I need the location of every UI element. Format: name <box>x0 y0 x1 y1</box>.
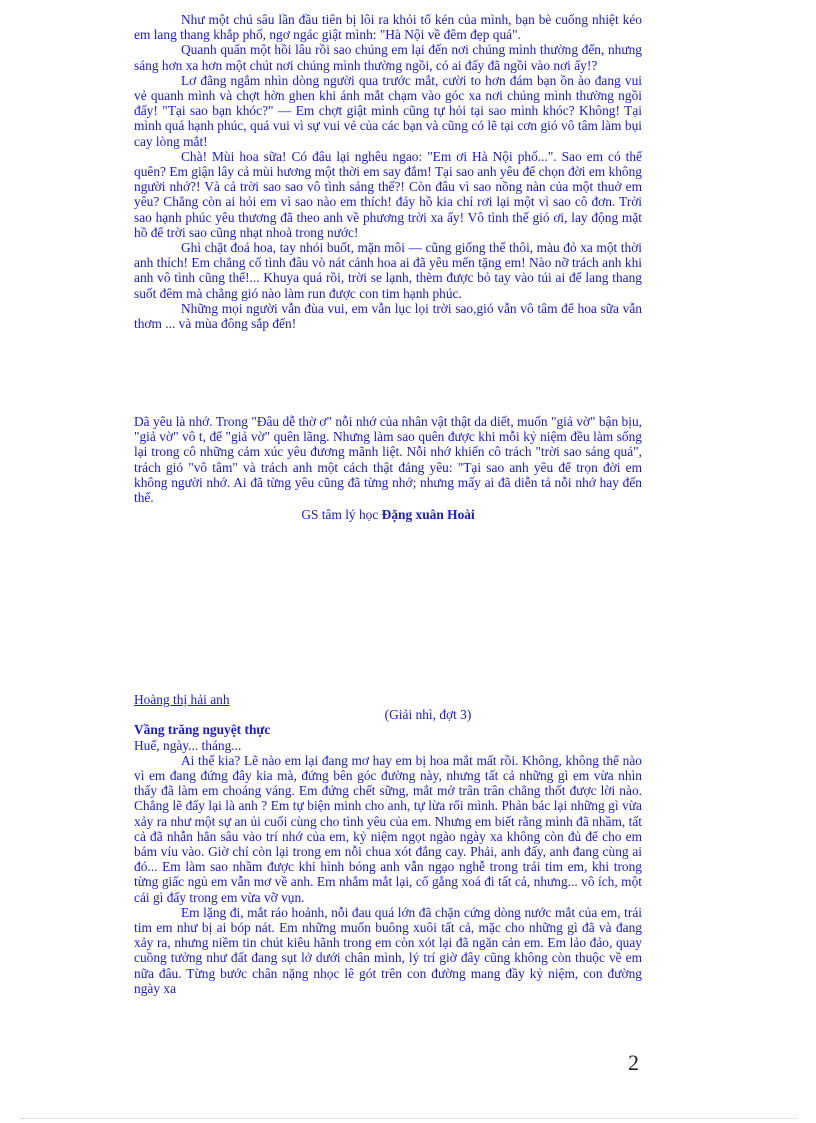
commentary <box>134 414 642 522</box>
paragraph: Lơ đãng ngắm nhìn dòng người qua trước mắt, cười to hơn đám bạn ồn ào đang vui vẻ quanh mình và chợt hờn ghen khi ánh mắt chạm vào góc xa nơi chúng mình thường ngồi đấy! "Tại sao bạn khóc?" — Em chợt giật mình cũng tự hỏi tại sao mình khóc? Không! Tại mình quá hạnh phúc, quá vui vì sự vui vẻ của các bạn và cũng có lẽ tại cơn gió vô tâm làm bụi cay lòng mắt! <box>134 72 642 149</box>
commentary-paragraph: Dã yêu là nhớ. Trong "Đâu dễ thờ ơ" nỗi nhớ của nhân vật thật da diết, muốn "giả vờ" bận bịu, "giả vờ" vô t, để "giả vờ" quên lãng. Nhưng làm sao quên được khi mỗi kỷ niệm đều làm sống lại trong cô những cảm xúc yêu đương mãnh liệt. Nỗi nhớ khiến cô trách "trời sao sáng quá", trách gió "vô tâm" và trách anh một cách thật đáng yêu: "Tại sao anh yêu để trọn đời em không người nhớ. Ai đã từng yêu cũng đã từng nhớ; nhưng mấy ai đã diễn tả nỗi nhớ hay đến thế. <box>134 414 642 506</box>
next-entry <box>134 692 642 996</box>
signature-prefix: GS tâm lý học <box>301 507 379 523</box>
paragraph: Những mọi người vẫn đùa vui, em vẫn lục lọi trời sao,gió vẫn vô tâm để hoa sữa vẫn thơm ... và mùa đông sắp đến! <box>134 300 642 332</box>
signature <box>134 507 642 522</box>
paragraph: Ai thế kia? Lẽ nào em lại đang mơ hay em bị hoa mắt mất rồi. Không, không thể nào vì em đang đứng đây kia mà, đứng bên góc đường này, nhưng tất cả những gì em vừa nhìn thấy đã làm em choáng váng. Em đứng chết sững, mắt mở trân trân chẳng thốt được lời nào. Chẳng lẽ đấy lại là anh ? Em tự biện minh cho anh, tự lừa rối mình. Phản bác lại những gì vừa xảy ra như một sự an ủi cuối cùng cho tình yêu của em. Nhưng em biết rằng mình đã nhầm, tất cả đã nhẫn hẳn sâu vào trí nhớ của em, kỷ niệm ngọt ngào ngày xa không còn đủ để cho em bám víu vào. Giờ chỉ còn lại trong em nỗi chua xót đắng cay. Phải, anh đấy, anh đang cùng ai đó... Em làm sao nhầm được khi hình bóng anh vẫn ngạo nghễ trong trái tim em, khi trong từng giấc ngủ em vẫn mơ về anh. Em nhắm mắt lại, cố gắng xoá đi tất cả, nhưng... vô ích, một cái gì đấy trong em vừa vỡ vụn. <box>134 752 642 905</box>
paragraph: Quanh quẩn một hồi lâu rồi sao chúng em lại đến nơi chúng mình thường đến, nhưng sáng hơn xa hơn một chút nơi chúng mình thường ngồi, có ai đấy đã ngồi vào nơi ấy!? <box>134 42 642 73</box>
page-number: 2 <box>628 1050 639 1075</box>
award-label: (Giải nhì, đợt 3) <box>384 707 472 723</box>
page-bottom-divider <box>20 1118 796 1119</box>
author-link[interactable]: Hoàng thị hải anh <box>134 692 230 707</box>
paragraph: Ghì chặt đoá hoa, tay nhói buốt, mặn môi — cũng giống thế thôi, màu đỏ xa một thời anh thích! Em chẳng cố tình đâu vò nát cánh hoa ai đã yêu mến tặng em! Nào nỡ trách anh khi anh vô tình cũng thế!... Khuya quá rồi, trời se lạnh, thèm được bỏ tay vào túi ai để lang thang suốt đêm mà chẳng gió nào làm run được con tim hạnh phúc. <box>134 240 642 301</box>
paragraph: Như một chú sâu lần đầu tiên bị lôi ra khỏi tổ kén của mình, bạn bè cuống nhiệt kéo em lang thang khắp phố, ngơ ngác giật mình: "Hà Nội về đêm đẹp quá". <box>134 12 642 43</box>
author-name <box>134 692 642 707</box>
signature-name: Đặng xuân Hoài <box>381 507 475 523</box>
essay-body <box>134 12 642 331</box>
place-date: Huế, ngày... tháng... <box>134 737 242 753</box>
paragraph: Chà! Mùi hoa sữa! Có đâu lại nghêu ngao: "Em ơi Hà Nội phố...". Sao em có thể quên? Em giận lây cả mùi hương một thời em say đắm! Tại sao anh yêu để chọn đời em không người nhớ?! Và cả trời sao sao vô tình sáng thế?! Còn đâu vì sao nồng nàn của một thuở em yêu? Chẳng còn ai hỏi em vì sao nào em thích! đáy hồ kia chỉ rơi lại một vì sao cô đơn. Trời sao hạnh phúc yêu thương đã theo anh về phương trời xa ấy! Vô tình thế gió ơi, lay động mặt hồ để trời sao cũng nhạt nhoà trong nước! <box>134 148 642 240</box>
story-title: Vầng trăng nguyệt thực <box>134 722 271 738</box>
paragraph: Em lặng đi, mắt ráo hoảnh, nỗi đau quá lớn đã chặn cứng dòng nước mắt của em, trái tim em như bị ai bóp nát. Em những muốn buông xuôi tất cả, mặc cho những gì đã và đang xảy ra, nhưng niềm tin chút kiêu hãnh trong em còn xót lại đã ngăn cản em. Em lảo đảo, quay cuồng tưởng như đất đang sụt lở dưới chân mình, lý trí giờ đây cũng không còn thuộc về em nữa đâu. Từng bước chân nặng nhọc lê gót trên con đường mang đầy kỷ niệm, con đường ngày xa <box>134 904 642 996</box>
